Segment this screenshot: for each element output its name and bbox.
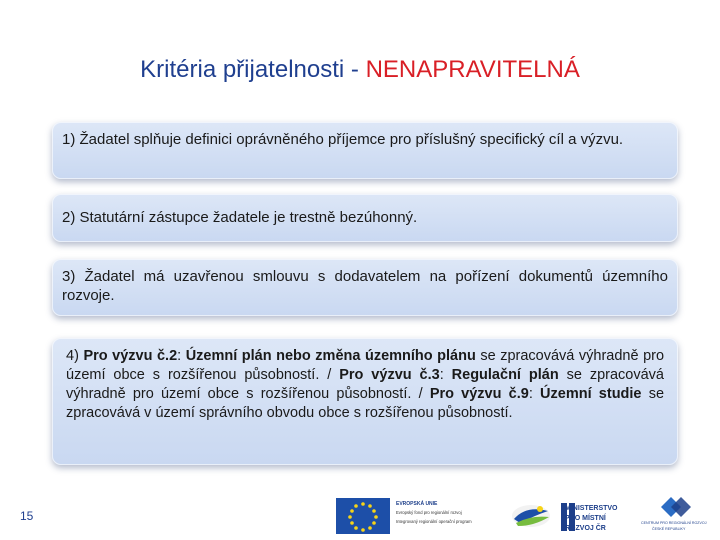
criterion-4-number: 4) [66,348,84,364]
ministry-text-1: MINISTERSTVO [565,505,618,512]
call-2-rule: se zpracovává výhradně pro území obce s rozšířenou působností. / [66,348,665,383]
crr-text-2: ČESKÉ REPUBLIKY [652,527,686,531]
slide-title [0,56,720,84]
call-3-document: Regulační plán [451,367,559,383]
criterion-box-2 [52,194,678,242]
eu-text-2: Evropský fond pro regionální rozvoj [396,510,462,515]
irop-logo-icon [512,505,550,527]
ministry-text-2: PRO MÍSTNÍ [565,515,606,522]
call-9-rule: se zpracovává v území správního obvodu obce s rozšířenou působností. [66,386,665,421]
page-number: 15 [20,509,34,523]
criterion-box-3 [52,259,678,316]
eu-flag-icon [336,498,390,534]
footer-logos [336,493,716,537]
criterion-text-2: 2) Statutární zástupce žadatele je trestně bezúhonný. [62,209,418,226]
call-2-label: Pro výzvu č.2 [83,348,178,364]
criterion-text-3: 3) Žadatel má uzavřenou smlouvu s dodavatelem na pořízení dokumentů územního rozvoje. [62,268,668,304]
crr-logo-icon [661,497,691,517]
call-2-document: Územní plán nebo změna územního plánu [185,348,476,364]
call-3-rule: se zpracovává výhradně pro území obce s rozšířenou působností. / [66,367,664,402]
call-9-label: Pro výzvu č.9 [429,386,529,402]
colon: : [439,367,452,383]
colon: : [177,348,186,364]
ministry-text-3: ROZVOJ ČR [565,525,606,532]
call-9-document: Územní studie [540,386,642,402]
title-main: Kritéria přijatelnosti - [140,56,359,83]
title-accent: NENAPRAVITELNÁ [365,56,580,83]
criterion-box-1 [52,122,678,179]
criterion-box-4 [52,338,678,465]
crr-text-1: CENTRUM PRO REGIONÁLNÍ ROZVOJ [641,521,707,525]
eu-text-3: Integrovaný regionální operační program [396,519,472,524]
eu-text-1: EVROPSKÁ UNIE [396,501,438,507]
criterion-text-1: 1) Žadatel splňuje definici oprávněného příjemce pro příslušný specifický cíl a výzvu. [62,131,624,148]
call-3-label: Pro výzvu č.3 [339,367,440,383]
colon: : [528,386,541,402]
